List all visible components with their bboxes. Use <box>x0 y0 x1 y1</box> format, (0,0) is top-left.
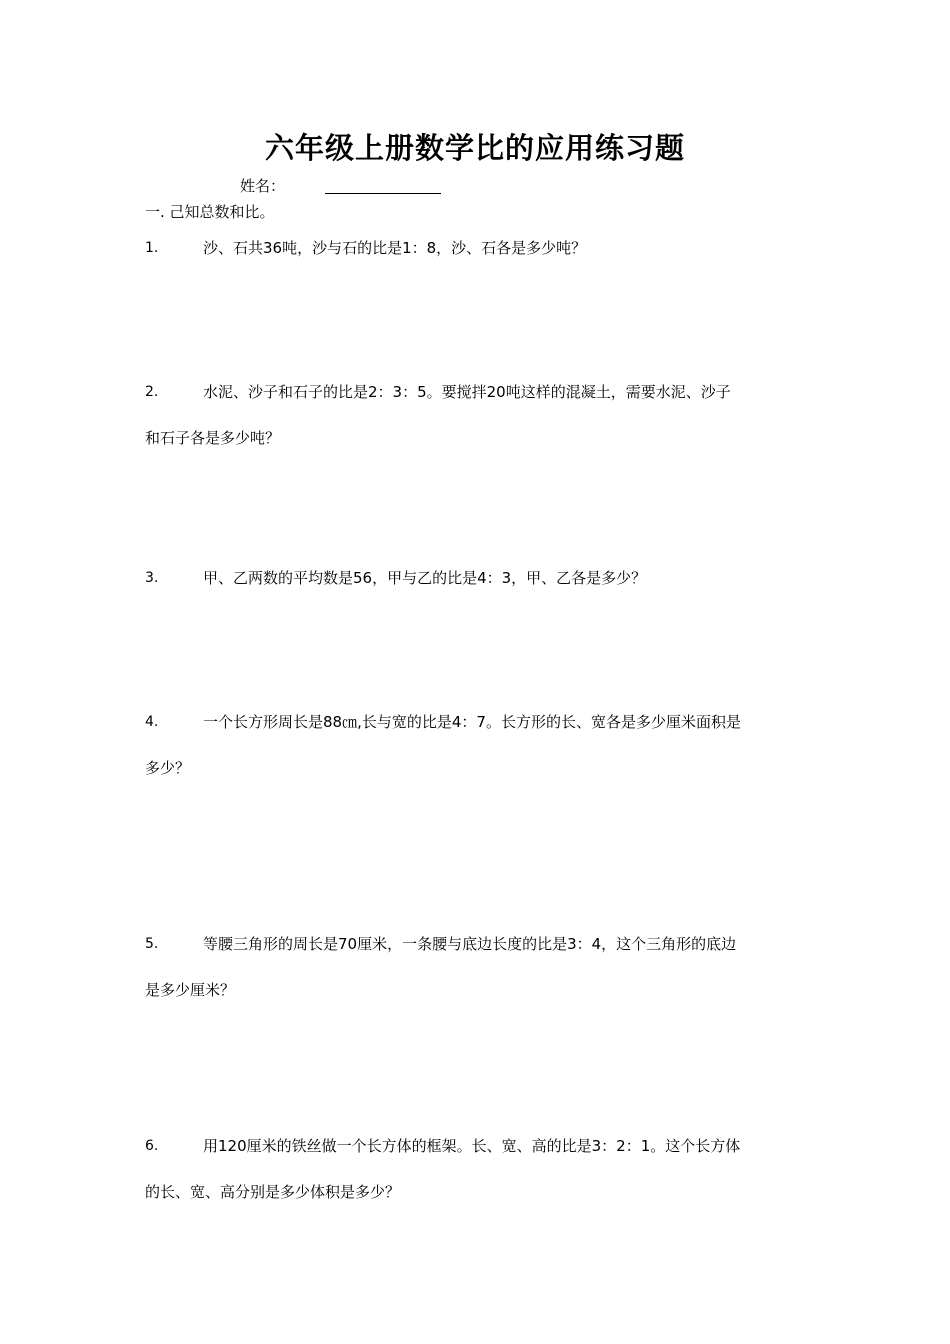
question-text: 用120厘米的铁丝做一个长方体的框架。长、宽、高的比是3：2：1。这个长方体 <box>203 1137 741 1155</box>
name-label: 姓名： <box>240 177 286 195</box>
question-6 <box>145 1134 810 1204</box>
question-number: 2. <box>145 384 159 400</box>
question-text-continued: 是多少厘米？ <box>145 981 236 999</box>
page-title: 六年级上册数学比的应用练习题 <box>264 131 685 165</box>
question-text: 水泥、沙子和石子的比是2：3：5。要搅拌20吨这样的混凝土，需要水泥、沙子 <box>203 383 731 401</box>
question-number: 6. <box>145 1138 159 1154</box>
question-text: 等腰三角形的周长是70厘米，一条腰与底边长度的比是3：4，这个三角形的底边 <box>203 935 737 953</box>
question-text-continued: 多少？ <box>145 759 191 777</box>
question-text: 一个长方形周长是88㎝,长与宽的比是4：7。长方形的长、宽各是多少厘米面积是 <box>203 713 741 731</box>
question-text: 沙、石共36吨，沙与石的比是1：8，沙、石各是多少吨？ <box>203 239 587 257</box>
question-4 <box>145 710 810 780</box>
question-3 <box>145 566 810 590</box>
question-number: 1. <box>145 240 159 256</box>
question-text: 甲、乙两数的平均数是56，甲与乙的比是4：3，甲、乙各是多少？ <box>203 569 647 587</box>
question-2 <box>145 380 810 450</box>
question-1 <box>145 236 810 260</box>
question-number: 5. <box>145 936 159 952</box>
name-blank-line <box>325 193 441 194</box>
question-5 <box>145 932 810 1002</box>
question-number: 4. <box>145 714 159 730</box>
question-text-continued: 和石子各是多少吨？ <box>145 429 281 447</box>
question-text-continued: 的长、宽、高分别是多少体积是多少？ <box>145 1183 401 1201</box>
question-number: 3. <box>145 570 159 586</box>
section-heading: 一. 己知总数和比。 <box>145 203 275 221</box>
